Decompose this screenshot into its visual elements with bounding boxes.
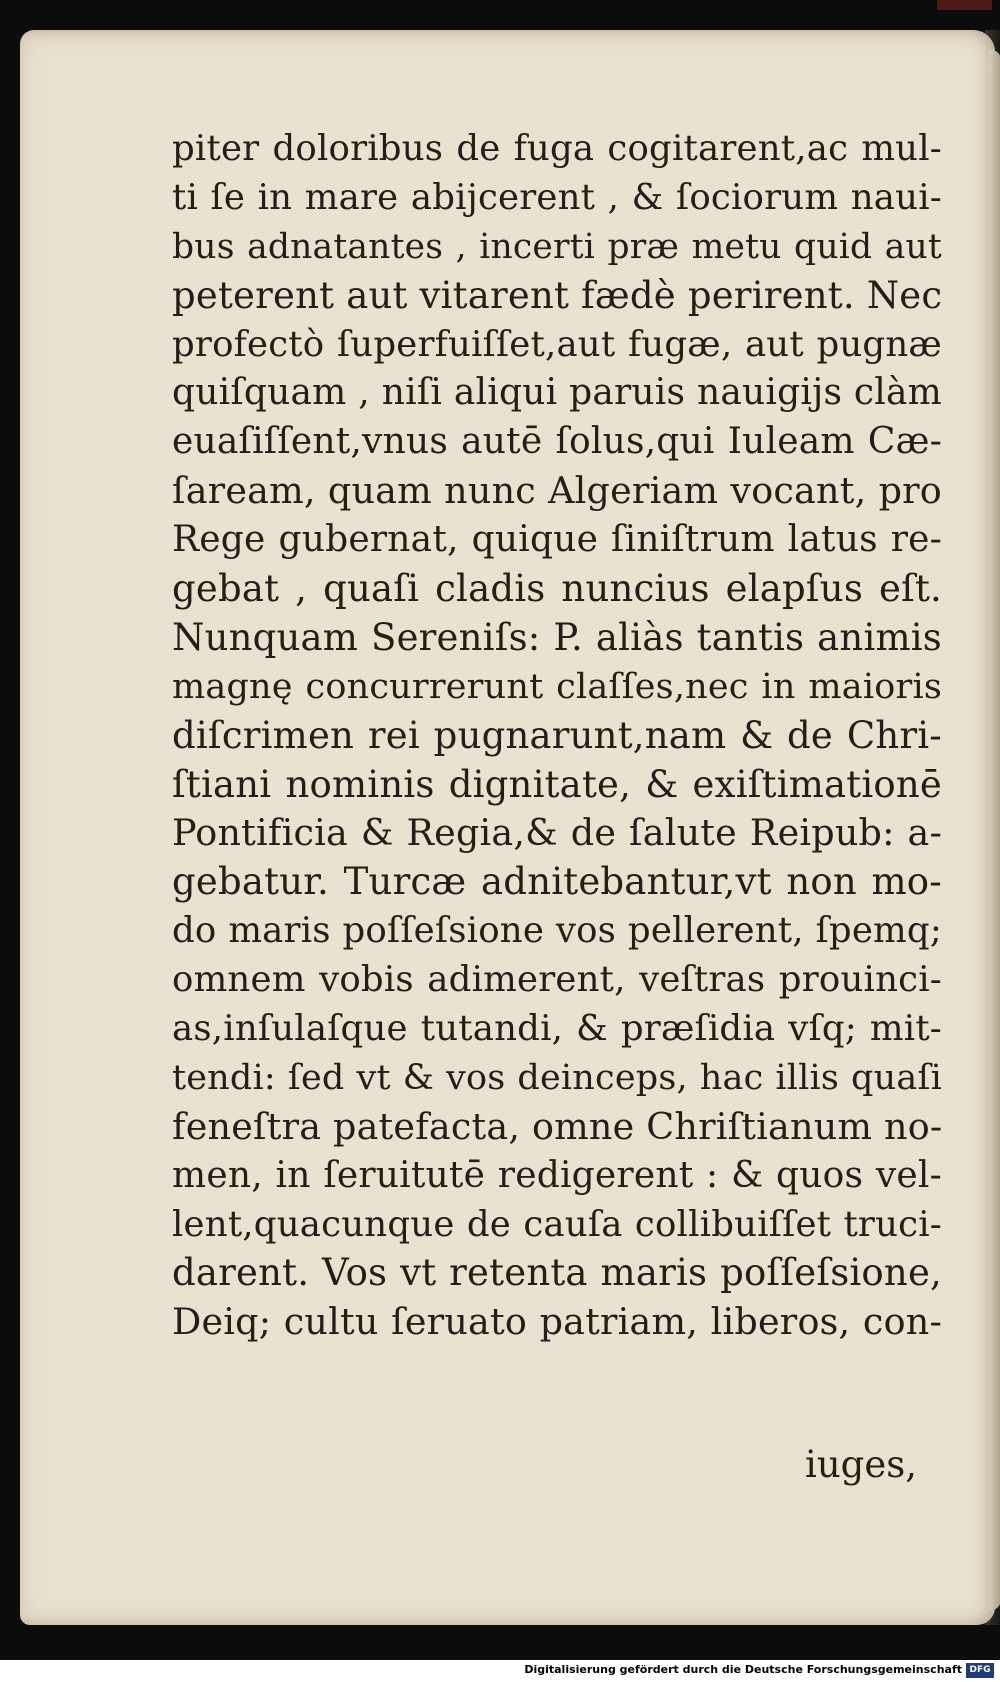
text-line: gebat , quaſi cladis nuncius elapſus eſt. (172, 567, 942, 611)
body-text (172, 125, 942, 1347)
text-line: gebatur. Turcæ adnitebantur,vt non mo- (172, 860, 942, 904)
text-line: euaſiſſent,vnus autē ſolus,qui Iuleam Cæ- (172, 421, 942, 463)
text-line: quiſquam , niſi aliqui paruis nauigijs clàm (172, 372, 942, 414)
text-line: Rege gubernat, quique ſiniſtrum latus re- (172, 519, 942, 561)
text-line: ſtiani nominis dignitate, & exiſtimationē (172, 762, 942, 806)
text-line: as,inſulaſque tutandi, & præſidia vſq; mit- (172, 1008, 942, 1050)
text-line: bus adnatantes , incerti præ metu quid aut (172, 226, 942, 267)
text-line: men, in ſeruitutē redigerent : & quos vel- (172, 1154, 942, 1196)
page-edge (989, 50, 1000, 1610)
text-line: ti ſe in mare abijcerent , & ſociorum naui- (172, 176, 942, 218)
text-line: tendi: ſed vt & vos deinceps, hac illis quaſi (172, 1057, 942, 1098)
footer-bar (0, 1660, 1000, 1682)
book-page (20, 30, 995, 1625)
text-line: ſaream, quam nunc Algeriam vocant, pro (172, 469, 942, 513)
digitization-credit: Digitalisierung gefördert durch die Deutsche Forschungsgemeinschaft (524, 1663, 962, 1676)
text-line: Deiq; cultu ſeruato patriam, liberos, con- (172, 1300, 942, 1344)
catchword: iuges, (805, 1443, 917, 1486)
text-line: feneſtra patefacta, omne Chriſtianum no- (172, 1104, 943, 1148)
text-line: profectò ſuperfuiſſet,aut fugæ, aut pugnæ (172, 323, 942, 365)
corner-mark (937, 0, 992, 10)
dfg-logo: DFG (966, 1663, 994, 1678)
text-line: do maris poſſeſsione vos pellerent, ſpemq; (172, 910, 942, 952)
text-line: peterent aut vitarent fædè perirent. Nec (172, 273, 943, 317)
text-line: piter doloribus de fuga cogitarent,ac mul- (172, 128, 942, 169)
text-line: Nunquam Sereniſs: P. aliàs tantis animis (172, 615, 942, 659)
text-line: magnę concurrerunt claſſes,nec in maioris (172, 666, 942, 707)
text-line: diſcrimen rei pugnarunt,nam & de Chri- (172, 713, 942, 757)
text-line: lent,quacunque de cauſa collibuiſſet truci- (172, 1203, 942, 1245)
text-line: omnem vobis adimerent, veſtras prouinci- (172, 959, 942, 1001)
text-line: darent. Vos vt retenta maris poſſeſsione, (172, 1251, 942, 1295)
text-line: Pontificia & Regia,& de ſalute Reipub: a- (172, 811, 942, 855)
